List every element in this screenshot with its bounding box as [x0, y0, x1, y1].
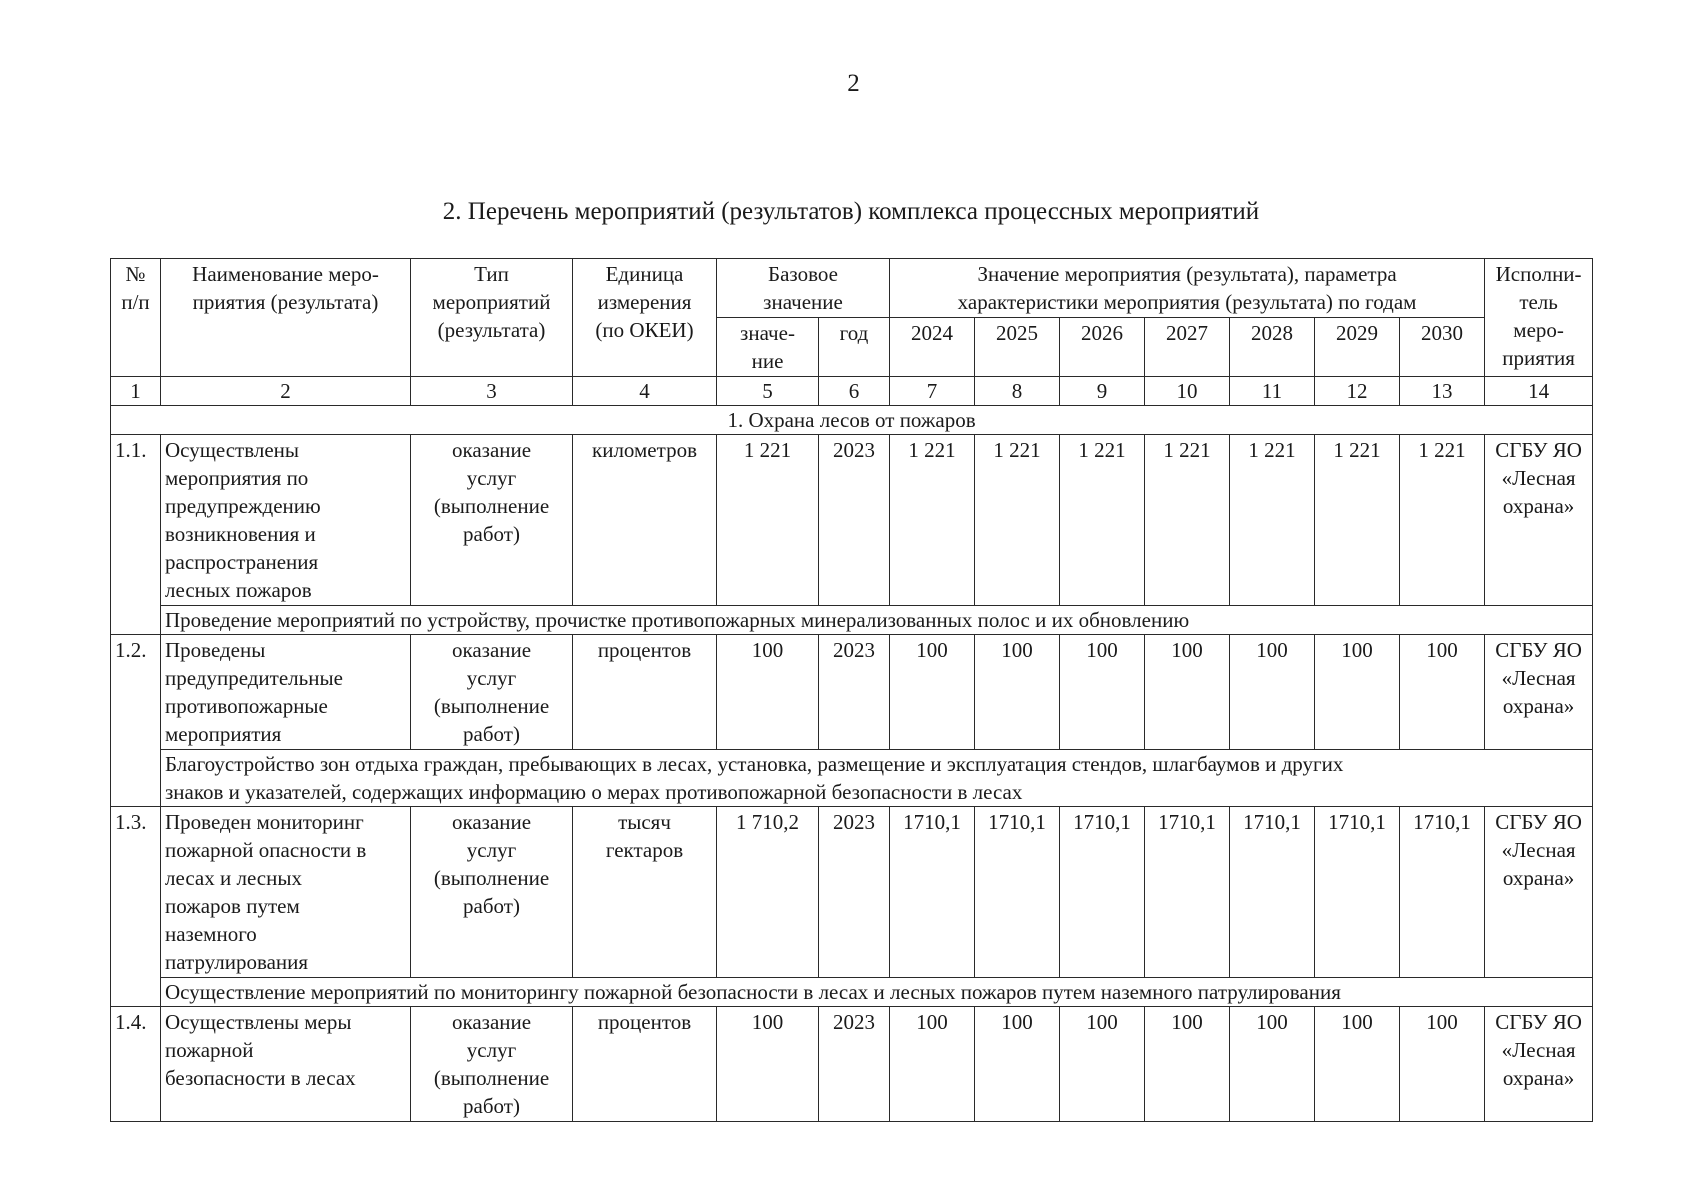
text-line: меро- — [1513, 318, 1564, 342]
text-line: пожаров путем — [165, 894, 300, 918]
column-number: 1 — [111, 377, 161, 406]
column-number-row — [111, 377, 1593, 406]
year-value: 100 — [975, 635, 1060, 750]
text-line: лесах и лесных — [165, 866, 302, 890]
column-number: 7 — [890, 377, 975, 406]
year-value: 1 221 — [1060, 435, 1145, 606]
text-line: мероприятий — [432, 290, 551, 314]
text-line: оказание — [451, 1010, 532, 1034]
column-number: 11 — [1230, 377, 1315, 406]
measures-table — [110, 258, 1593, 1122]
base-value: 100 — [717, 635, 819, 750]
text-line: работ) — [463, 522, 520, 546]
text-line: «Лесная — [1501, 666, 1576, 690]
text-line: приятия — [1502, 346, 1575, 370]
measure-description — [161, 606, 1593, 635]
base-year: 2023 — [819, 1007, 890, 1122]
header-row-1 — [111, 259, 1593, 318]
executor — [1485, 635, 1593, 750]
text-line: работ) — [463, 894, 520, 918]
text-line: № — [125, 262, 146, 286]
measure-description — [161, 978, 1593, 1007]
measure-name — [161, 635, 411, 750]
text-line: безопасности в лесах — [165, 1066, 356, 1090]
year-value: 100 — [1400, 635, 1485, 750]
measure-type — [411, 1007, 573, 1122]
executor — [1485, 807, 1593, 978]
measure-type — [411, 807, 573, 978]
text-line: Базовое — [768, 262, 838, 286]
text-line: ние — [751, 349, 784, 373]
text-line: (по ОКЕИ) — [595, 318, 694, 342]
text-line: распространения — [165, 550, 319, 574]
year-value: 1 221 — [890, 435, 975, 606]
year-value: 100 — [1315, 1007, 1400, 1122]
text-line: п/п — [121, 290, 150, 314]
base-value: 1 221 — [717, 435, 819, 606]
text-line: СГБУ ЯО — [1495, 1010, 1582, 1034]
page-number: 2 — [847, 70, 860, 97]
text-line: Проведены — [165, 638, 266, 662]
executor — [1485, 1007, 1593, 1122]
text-line: работ) — [463, 722, 520, 746]
text-line: Тип — [474, 262, 509, 286]
table-row — [111, 635, 1593, 750]
year-value: 100 — [1060, 635, 1145, 750]
base-value: 100 — [717, 1007, 819, 1122]
text-line: оказание — [451, 438, 532, 462]
text-line: (выполнение — [433, 866, 550, 890]
year-value: 1710,1 — [1315, 807, 1400, 978]
header-values-group — [890, 259, 1485, 318]
section-row — [111, 406, 1593, 435]
text-line: Исполни- — [1495, 262, 1582, 286]
text-line: километров — [592, 438, 697, 462]
text-line: лесных пожаров — [165, 578, 312, 602]
text-line: тысяч — [618, 810, 671, 834]
column-number: 2 — [161, 377, 411, 406]
row-number: 1.4. — [111, 1007, 161, 1122]
row-number: 1.1. — [111, 435, 161, 635]
measure-unit — [573, 435, 717, 606]
measure-type — [411, 635, 573, 750]
measure-unit — [573, 635, 717, 750]
column-number: 9 — [1060, 377, 1145, 406]
year-value: 100 — [1145, 1007, 1230, 1122]
year-value: 1 221 — [1400, 435, 1485, 606]
text-line: «Лесная — [1501, 1038, 1576, 1062]
text-line: пожарной опасности в — [165, 838, 367, 862]
column-number: 4 — [573, 377, 717, 406]
column-number: 6 — [819, 377, 890, 406]
text-line: услуг — [466, 838, 517, 862]
column-number: 10 — [1145, 377, 1230, 406]
text-line: мероприятия — [165, 722, 282, 746]
text-line: значение — [763, 290, 843, 314]
text-line: охрана» — [1502, 866, 1575, 890]
header-year: 2026 — [1060, 318, 1145, 377]
text-line: СГБУ ЯО — [1495, 438, 1582, 462]
description-row — [111, 978, 1593, 1007]
text-line: мероприятия по — [165, 466, 309, 490]
text-line: гектаров — [605, 838, 684, 862]
base-year: 2023 — [819, 635, 890, 750]
text-line: (результата) — [437, 318, 546, 342]
header-unit — [573, 259, 717, 377]
text-line: «Лесная — [1501, 838, 1576, 862]
header-type — [411, 259, 573, 377]
text-line: Проведен мониторинг — [165, 810, 364, 834]
year-value: 100 — [1060, 1007, 1145, 1122]
header-year: 2025 — [975, 318, 1060, 377]
header-name — [161, 259, 411, 377]
text-line: процентов — [597, 1010, 692, 1034]
row-number: 1.2. — [111, 635, 161, 807]
column-number: 5 — [717, 377, 819, 406]
year-value: 1 221 — [1315, 435, 1400, 606]
text-line: «Лесная — [1501, 466, 1576, 490]
header-year: 2024 — [890, 318, 975, 377]
row-number: 1.3. — [111, 807, 161, 1007]
text-line: СГБУ ЯО — [1495, 810, 1582, 834]
text-line: СГБУ ЯО — [1495, 638, 1582, 662]
measure-type — [411, 435, 573, 606]
text-line: охрана» — [1502, 1066, 1575, 1090]
text-line: предупредительные — [165, 666, 343, 690]
base-year: 2023 — [819, 435, 890, 606]
column-number: 13 — [1400, 377, 1485, 406]
text-line: противопожарные — [165, 694, 328, 718]
description-row — [111, 750, 1593, 807]
text-line: Осуществление мероприятий по мониторингу пожарной безопасности в лесах и лесных пожаров путем наземного патрулирования — [165, 980, 1341, 1004]
column-number: 8 — [975, 377, 1060, 406]
text-line: Единица — [605, 262, 684, 286]
text-line: (выполнение — [433, 494, 550, 518]
text-line: пожарной — [165, 1038, 254, 1062]
description-row — [111, 606, 1593, 635]
text-line: Проведение мероприятий по устройству, прочистке противопожарных минерализованных полос и их обновлению — [165, 608, 1190, 632]
text-line: Осуществлены меры — [165, 1010, 352, 1034]
text-line: охрана» — [1502, 694, 1575, 718]
text-line: услуг — [466, 666, 517, 690]
text-line: охрана» — [1502, 494, 1575, 518]
text-line: работ) — [463, 1094, 520, 1118]
text-line: возникновения и — [165, 522, 316, 546]
text-line: наземного — [165, 922, 257, 946]
year-value: 100 — [1230, 1007, 1315, 1122]
base-year: 2023 — [819, 807, 890, 978]
table-row — [111, 1007, 1593, 1122]
text-line: измерения — [597, 290, 692, 314]
header-base-value — [717, 318, 819, 377]
text-line: (выполнение — [433, 694, 550, 718]
header-year: 2027 — [1145, 318, 1230, 377]
measure-name — [161, 807, 411, 978]
text-line: предупреждению — [165, 494, 321, 518]
section-title: 1. Охрана лесов от пожаров — [111, 406, 1593, 435]
text-line: услуг — [466, 1038, 517, 1062]
text-line: Наименование меро- — [192, 262, 379, 286]
executor — [1485, 435, 1593, 606]
year-value: 1 221 — [1230, 435, 1315, 606]
text-line: Значение мероприятия (результата), параметра — [977, 262, 1397, 286]
table-row — [111, 435, 1593, 606]
measure-name — [161, 1007, 411, 1122]
year-value: 100 — [890, 635, 975, 750]
base-value: 1 710,2 — [717, 807, 819, 978]
year-value: 1 221 — [1145, 435, 1230, 606]
text-line: услуг — [466, 466, 517, 490]
text-line: приятия (результата) — [192, 290, 379, 314]
measure-unit — [573, 1007, 717, 1122]
year-value: 100 — [975, 1007, 1060, 1122]
year-value: 100 — [1400, 1007, 1485, 1122]
measure-description — [161, 750, 1593, 807]
year-value: 1 221 — [975, 435, 1060, 606]
header-num — [111, 259, 161, 377]
text-line: (выполнение — [433, 1066, 550, 1090]
year-value: 1710,1 — [890, 807, 975, 978]
table-row — [111, 807, 1593, 978]
header-base-year: год — [819, 318, 890, 377]
column-number: 3 — [411, 377, 573, 406]
year-value: 1710,1 — [1060, 807, 1145, 978]
year-value: 100 — [1315, 635, 1400, 750]
document-title: 2. Перечень мероприятий (результатов) комплекса процессных мероприятий — [442, 198, 1260, 225]
text-line: знаков и указателей, содержащих информацию о мерах противопожарной безопасности в лесах — [165, 780, 1023, 804]
year-value: 1710,1 — [1230, 807, 1315, 978]
year-value: 1710,1 — [975, 807, 1060, 978]
header-base — [717, 259, 890, 318]
column-number: 12 — [1315, 377, 1400, 406]
year-value: 1710,1 — [1145, 807, 1230, 978]
year-value: 1710,1 — [1400, 807, 1485, 978]
text-line: патрулирования — [165, 950, 309, 974]
header-executor — [1485, 259, 1593, 377]
text-line: оказание — [451, 638, 532, 662]
measure-unit — [573, 807, 717, 978]
text-line: характеристики мероприятия (результата) по годам — [957, 290, 1417, 314]
column-number: 14 — [1485, 377, 1593, 406]
text-line: Осуществлены — [165, 438, 300, 462]
text-line: тель — [1519, 290, 1558, 314]
text-line: значе- — [740, 321, 795, 345]
year-value: 100 — [1145, 635, 1230, 750]
header-year: 2029 — [1315, 318, 1400, 377]
year-value: 100 — [1230, 635, 1315, 750]
header-year: 2028 — [1230, 318, 1315, 377]
text-line: оказание — [451, 810, 532, 834]
text-line: процентов — [597, 638, 692, 662]
measure-name — [161, 435, 411, 606]
text-line: Благоустройство зон отдыха граждан, пребывающих в лесах, установка, размещение и эксплуатация стендов, шлагбаумов и других — [165, 752, 1344, 776]
year-value: 100 — [890, 1007, 975, 1122]
header-year: 2030 — [1400, 318, 1485, 377]
